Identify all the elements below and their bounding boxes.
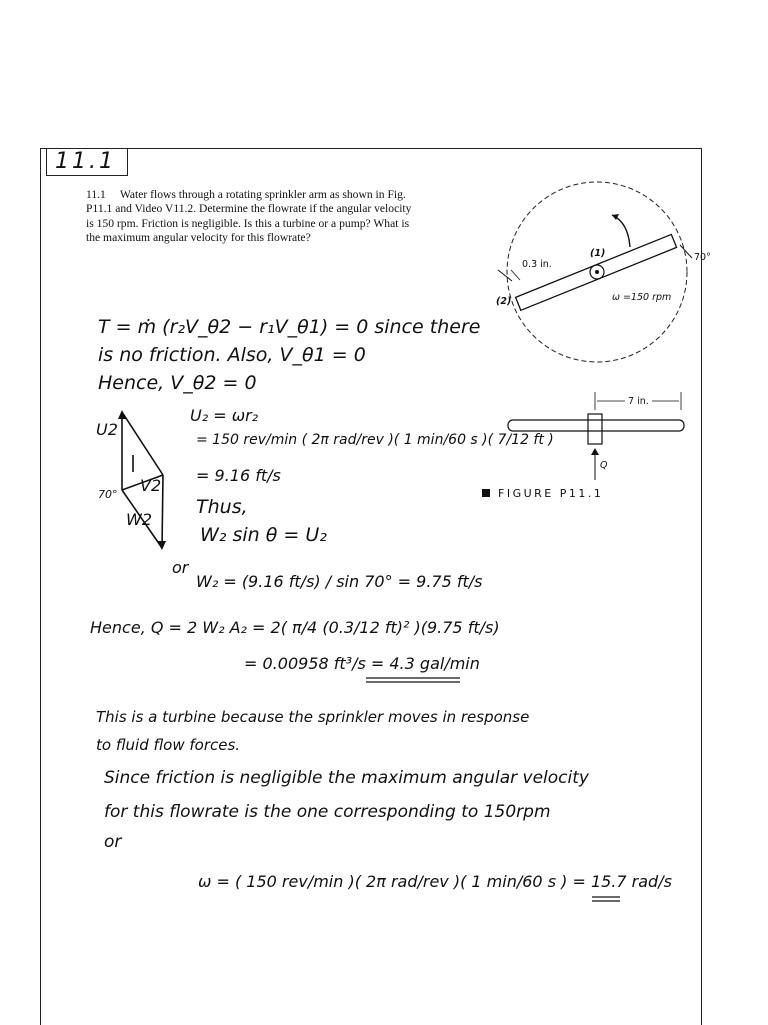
solution-line-17: ω = ( 150 rev/min )( 2π rad/rev )( 1 min/60 s ) = 15.7 rad/s: [198, 872, 672, 891]
problem-tag: 11.1: [46, 149, 128, 176]
solution-line-15: for this flowrate is the one corresponding to 150rpm: [104, 802, 551, 822]
solution-line-4: U₂ = ωr₂: [190, 406, 259, 425]
solution-line-13: to fluid flow forces.: [96, 736, 241, 754]
solution-line-11: = 0.00958 ft³/s = 4.3 gal/min: [244, 654, 480, 673]
problem-text: Water flows through a rotating sprinkler arm as shown in Fig. P11.1 and Video V11.2. Determine the flowrate if the angular velocity is 150 rpm. Friction is negligible. Is this a turbine or a pump? What is the maximum angular velocity for this flowrate?: [86, 188, 412, 245]
solution-line-10: Hence, Q = 2 W₂ A₂ = 2( π/4 (0.3/12 ft)² )(9.75 ft/s): [90, 618, 500, 637]
solution-line-5: = 150 rev/min ( 2π rad/rev )( 1 min/60 s )( 7/12 ft ): [196, 432, 554, 448]
solution-line-9a: or: [172, 558, 189, 577]
flowrate-answer: 4.3 gal/min: [389, 654, 480, 673]
label-angle: 70°: [694, 252, 711, 263]
solution-line-16: or: [104, 832, 122, 852]
label-flowrate: Q: [600, 460, 608, 471]
label-length: 7 in.: [628, 396, 649, 407]
triangle-v2: V2: [140, 476, 162, 495]
triangle-u2: U2: [96, 420, 118, 439]
label-point-1: (1): [590, 248, 606, 259]
label-radius: 0.3 in.: [522, 259, 552, 270]
solution-line-12: This is a turbine because the sprinkler moves in response: [96, 708, 530, 726]
problem-number: 11.1: [86, 188, 106, 201]
solution-line-7: Thus,: [196, 496, 248, 518]
solution-line-14: Since friction is negligible the maximum angular velocity: [104, 768, 589, 788]
solution-line-3: Hence, V_θ2 = 0: [98, 372, 257, 394]
solution-line-8: W₂ sin θ = U₂: [200, 524, 327, 546]
solution-line-6: = 9.16 ft/s: [196, 466, 281, 485]
solution-line-2: is no friction. Also, V_θ1 = 0: [98, 344, 366, 366]
label-omega: ω =150 rpm: [612, 292, 672, 303]
figure-caption: FIGURE P11.1: [482, 487, 603, 500]
solution-line-9: W₂ = (9.16 ft/s) / sin 70° = 9.75 ft/s: [196, 572, 483, 591]
triangle-angle: 70°: [98, 488, 118, 501]
label-point-2: (2): [496, 296, 512, 307]
solution-line-1: T = ṁ (r₂V_θ2 − r₁V_θ1) = 0 since there: [98, 316, 481, 338]
problem-statement: [86, 188, 422, 246]
triangle-w2: W2: [126, 510, 152, 529]
angular-velocity-answer: 15.7 rad/s: [590, 872, 672, 891]
